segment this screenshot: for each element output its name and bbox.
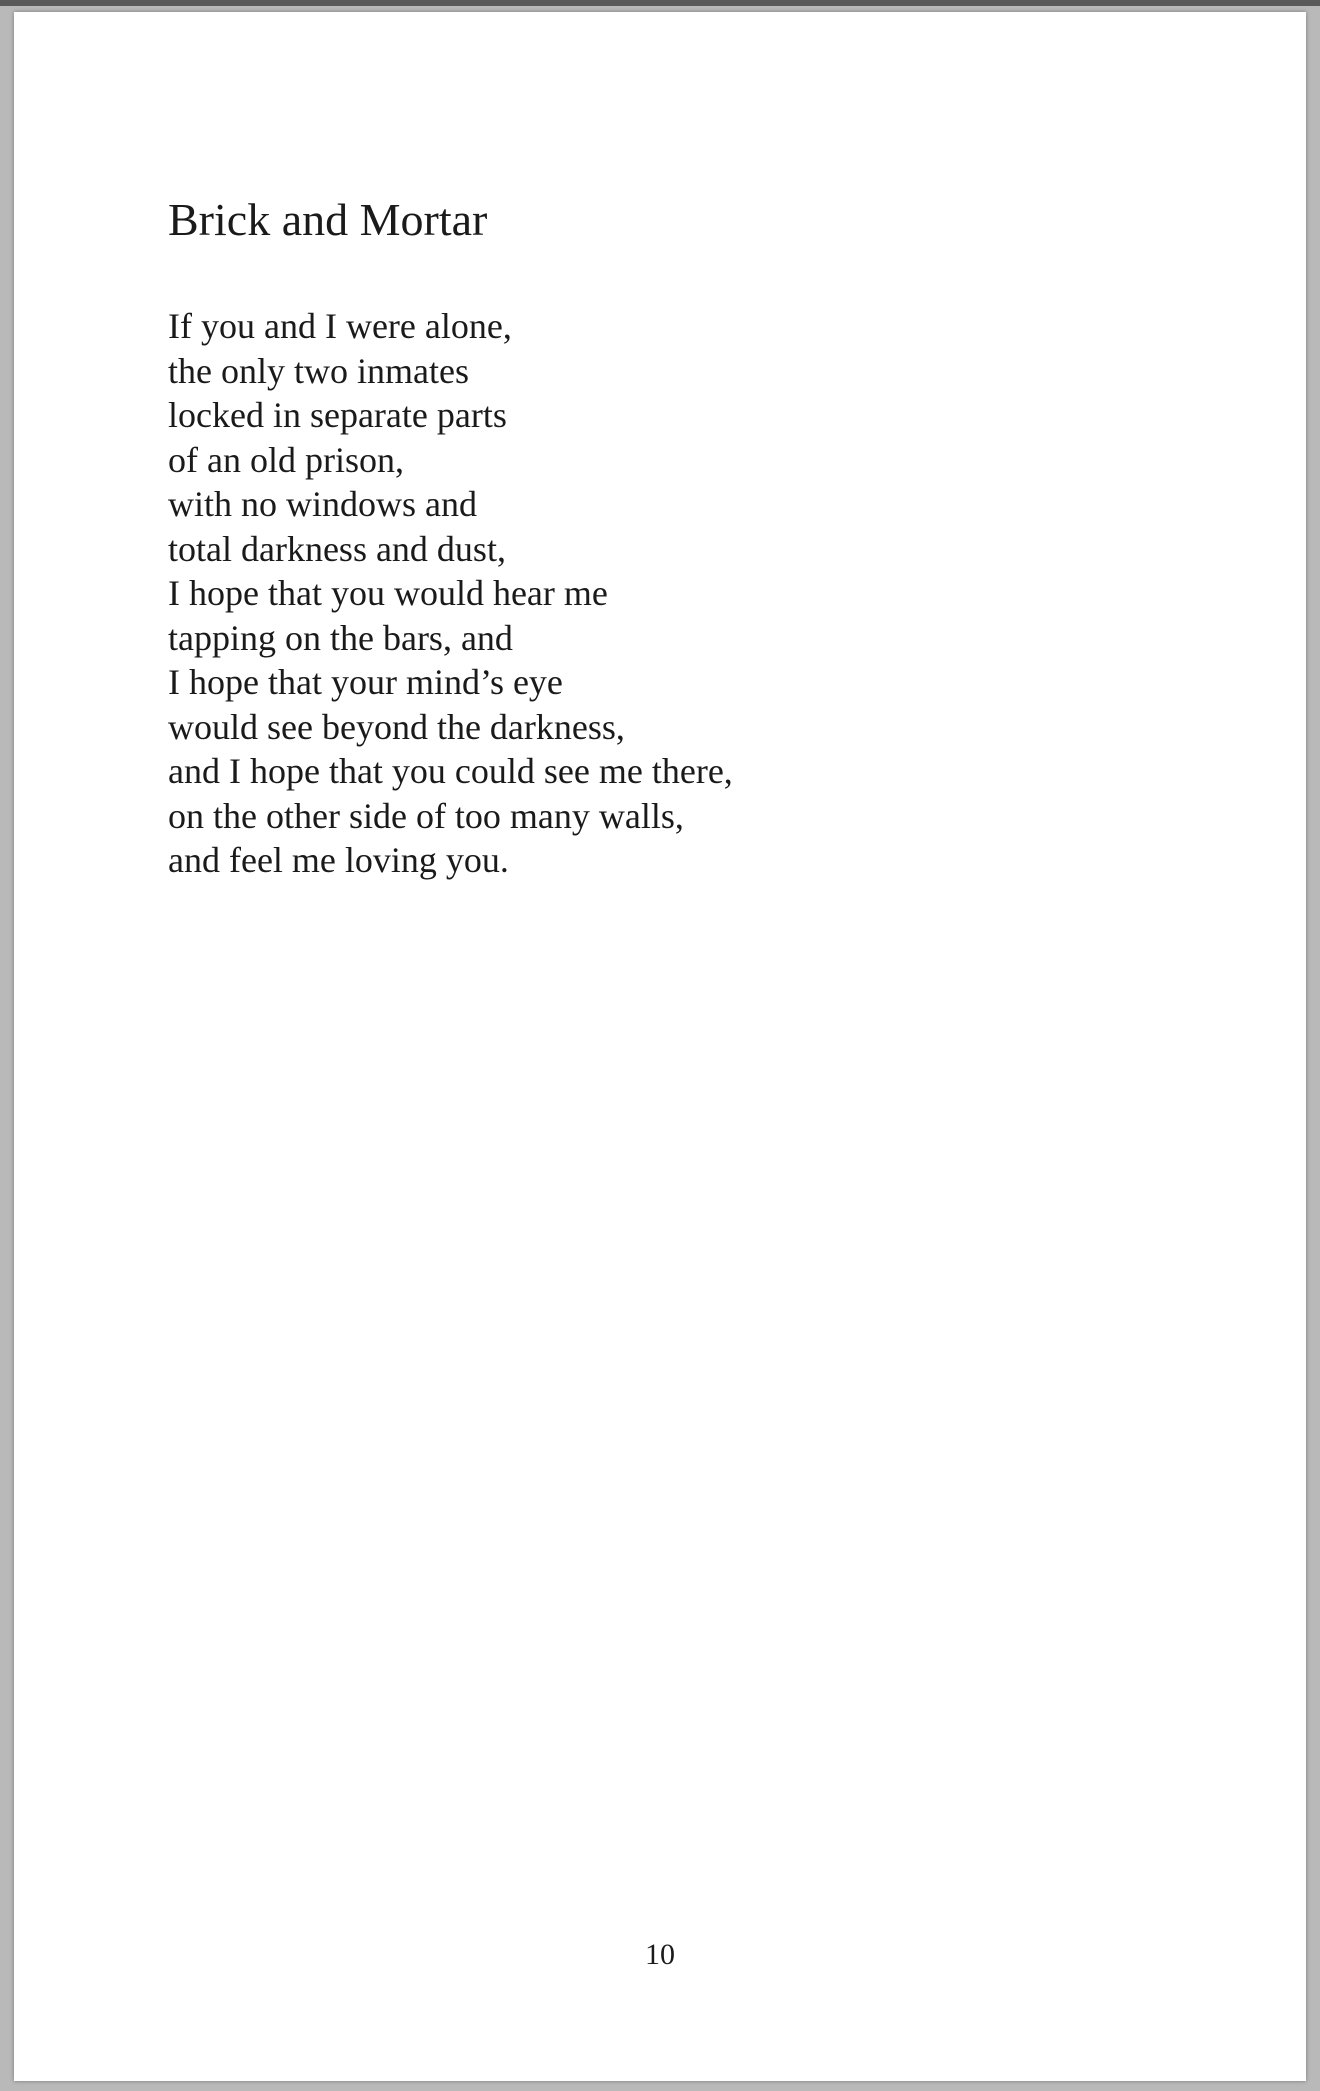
poem-line: total darkness and dust, [168, 528, 506, 569]
poem-line: tapping on the bars, and [168, 617, 513, 658]
poem-line: would see beyond the darkness, [168, 706, 625, 747]
poem-line: I hope that you would hear me [168, 573, 608, 613]
poem-line: the only two inmates [168, 350, 469, 391]
poem-line: with no windows and [168, 484, 477, 524]
poem-line: I hope that your mind’s eye [168, 662, 563, 702]
viewer-top-edge [0, 0, 1320, 6]
poem-line: If you and I were alone, [168, 306, 512, 346]
poem-title: Brick and Mortar [168, 194, 488, 245]
page-number: 10 [645, 1938, 675, 1971]
poem-line: of an old prison, [168, 439, 404, 480]
poem-line: and I hope that you could see me there, [168, 751, 733, 791]
document-page [14, 12, 1306, 2081]
poem-body [168, 304, 733, 883]
poem-line: and feel me loving you. [168, 840, 509, 880]
poem-line: on the other side of too many walls, [168, 795, 684, 836]
poem-line: locked in separate parts [168, 395, 507, 435]
